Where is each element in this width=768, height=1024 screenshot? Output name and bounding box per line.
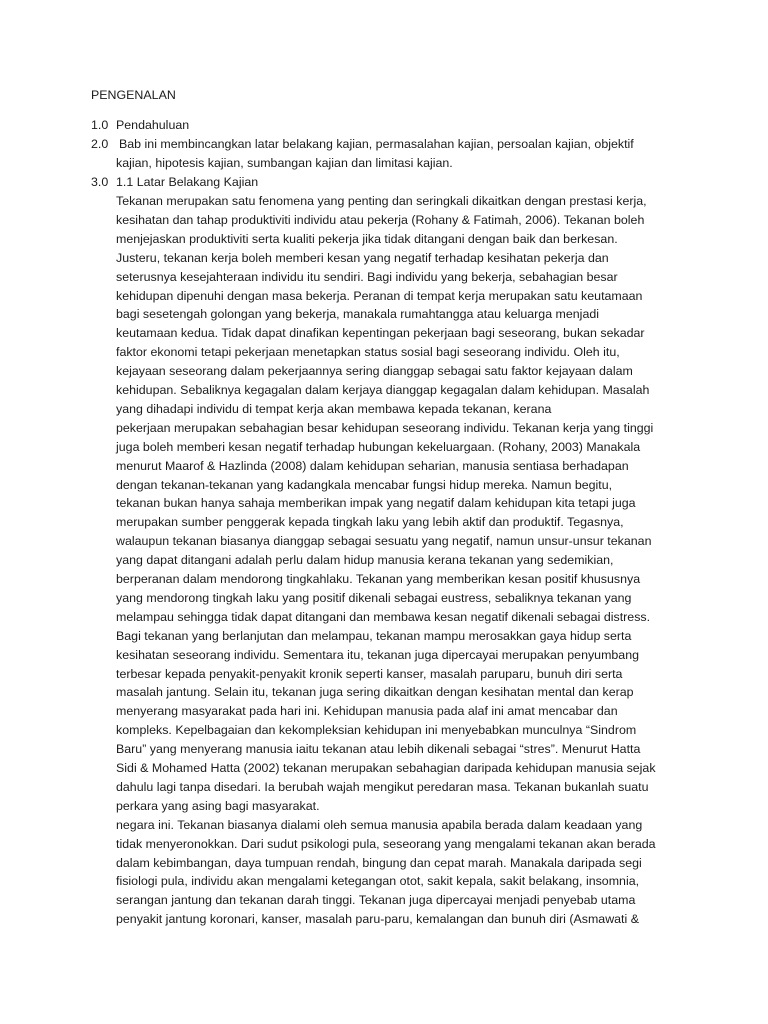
paragraph-line: yang mendorong tingkah laku yang positif dikenali sebagai eustress, sebaliknya tekanan yang bbox=[116, 590, 632, 605]
paragraph-line: penyakit jantung koronari, kanser, masalah paru-paru, kemalangan dan bunuh diri (Asmawati & bbox=[116, 912, 639, 927]
paragraph-line: serangan jantung dan tekanan darah tinggi. Tekanan juga dipercayai menjadi penyebab utama bbox=[116, 893, 636, 908]
paragraph-line: kesihatan seseorang individu. Sementara itu, tekanan juga dipercayai merupakan penyumbang bbox=[116, 647, 640, 662]
paragraph-line: terbesar kepada penyakit-penyakit kronik seperti kanser, masalah paruparu, bunuh diri serta bbox=[116, 666, 623, 681]
paragraph-line: walaupun tekanan biasanya dianggap sebagai sesuatu yang negatif, namun unsur-unsur tekanan bbox=[116, 534, 652, 549]
section-title: 1.1 Latar Belakang Kajian bbox=[116, 175, 259, 189]
paragraph-line: Bagi tekanan yang berlanjutan dan melampau, tekanan mampu merosakkan gaya hidup serta bbox=[116, 628, 632, 643]
paragraph-line: dengan tekanan-tekanan yang kadangkala mencabar fungsi hidup mereka. Namun begitu, bbox=[116, 477, 613, 492]
paragraph-line: kejayaan seseorang dalam pekerjaannya sering dianggap sebagai satu faktor kejayaan dalam bbox=[116, 364, 633, 379]
paragraph-line: menurut Maarof & Hazlinda (2008) dalam kehidupan seharian, manusia sentiasa berhadapan bbox=[116, 458, 629, 473]
paragraph-line: faktor ekonomi tetapi pekerjaan menetapkan status sosial bagi seseorang individu. Oleh itu, bbox=[116, 345, 620, 360]
paragraph-line: juga boleh memberi kesan negatif terhadap hubungan kekeluargaan. (Rohany, 2003) Manakala bbox=[116, 439, 641, 454]
paragraph-line: pekerjaan merupakan sebahagian besar kehidupan seseorang individu. Tekanan kerja yang tinggi bbox=[116, 420, 654, 435]
paragraph-line: kompleks. Kepelbagaian dan kekompleksian kehidupan ini menyebabkan munculnya “Sindrom bbox=[116, 723, 637, 738]
paragraph-line: tekanan bukan hanya sahaja memberikan impak yang negatif dalam kehidupan kita tetapi juga bbox=[116, 496, 636, 511]
paragraph-line: menjejaskan produktiviti serta kualiti pekerja jika tidak ditangani dengan baik dan berkesan. bbox=[116, 231, 618, 246]
paragraph-line: Sidi & Mohamed Hatta (2002) tekanan merupakan sebahagian daripada kehidupan manusia sejak bbox=[116, 761, 656, 775]
paragraph-line: kehidupan. Sebaliknya kegagalan dalam kerjaya dianggap kegagalan dalam kehidupan. Masalah bbox=[116, 383, 650, 397]
paragraph-line: kehidupan dipenuhi dengan masa bekerja. Peranan di tempat kerja merupakan satu keutamaan bbox=[116, 288, 643, 303]
paragraph-line: dahulu lagi tanpa disedari. Ia berubah wajah mengikut peredaran masa. Tekanan bukanlah suatu bbox=[116, 779, 649, 794]
paragraph-line: melampau sehingga tidak dapat ditangani dan membawa kesan negatif dikenali sebagai distress. bbox=[116, 609, 651, 624]
paragraph-line: negara ini. Tekanan biasanya dialami oleh semua manusia apabila berada dalam keadaan yang bbox=[116, 817, 643, 832]
paragraph-line: dalam kebimbangan, daya tumpuan rendah, bingung dan cepat marah. Manakala daripada segi bbox=[116, 855, 642, 870]
item-number: 3.0 bbox=[91, 175, 109, 189]
paragraph-line: berperanan dalam mendorong tingkahlaku. Tekanan yang memberikan kesan positif khususnya bbox=[116, 572, 641, 586]
paragraph-line: perkara yang asing bagi masyarakat. bbox=[116, 798, 320, 813]
paragraph-line: Baru” yang menyerang manusia iaitu tekanan atau lebih dikenali sebagai “stres”. Menurut Hatta bbox=[116, 742, 641, 757]
paragraph-line: kesihatan dan tahap produktiviti individu atau pekerja (Rohany & Fatimah, 2006). Tekanan boleh bbox=[116, 212, 645, 227]
paragraph-line: Tekanan merupakan satu fenomena yang penting dan seringkali dikaitkan dengan prestasi kerja, bbox=[116, 194, 647, 208]
paragraph-line: fisiologi pula, individu akan mengalami ketegangan otot, sakit kepala, sakit belakang, insomnia, bbox=[116, 874, 640, 889]
paragraph-line: keutamaan kedua. Tidak dapat dinafikan kepentingan pekerjaan bagi seseorang, bukan sekadar bbox=[116, 326, 645, 341]
item-text: Bab ini membincangkan latar belakang kajian, permasalahan kajian, persoalan kajian, objektif bbox=[119, 137, 634, 151]
paragraph-line: menyerang masyarakat pada hari ini. Kehidupan manusia pada alaf ini amat mencabar dan bbox=[116, 704, 618, 719]
paragraph-line: yang dihadapi individu di tempat kerja akan membawa kepada tekanan, kerana bbox=[116, 401, 552, 416]
paragraph-line: Justeru, tekanan kerja boleh memberi kesan yang negatif terhadap kesihatan pekerja dan bbox=[116, 250, 609, 265]
item-number: 2.0 bbox=[91, 137, 109, 151]
paragraph-line: seterusnya kesejahteraan individu itu sendiri. Bagi individu yang bekerja, sebahagian besar bbox=[116, 269, 618, 284]
paragraph-line: merupakan sumber penggerak kepada tingkah laku yang lebih aktif dan produktif. Tegasnya, bbox=[116, 515, 624, 530]
item-text: kajian, hipotesis kajian, sumbangan kajian dan limitasi kajian. bbox=[116, 156, 453, 170]
paragraph-line: masalah jantung. Selain itu, tekanan juga sering dikaitkan dengan kesihatan mental dan kerap bbox=[116, 685, 634, 700]
document-heading: PENGENALAN bbox=[91, 88, 176, 102]
item-number: 1.0 bbox=[91, 118, 109, 132]
item-text: Pendahuluan bbox=[116, 118, 190, 132]
paragraph-line: yang dapat ditangani adalah perlu dalam hidup manusia kerana tekanan yang sedemikian, bbox=[116, 553, 614, 568]
paragraph-line: bagi sesetengah golongan yang bekerja, manakala rumahtangga atau keluarga menjadi bbox=[116, 307, 600, 322]
paragraph-line: tidak menyeronokkan. Dari sudut psikologi pula, seseorang yang mengalami tekanan akan berada bbox=[116, 836, 656, 851]
